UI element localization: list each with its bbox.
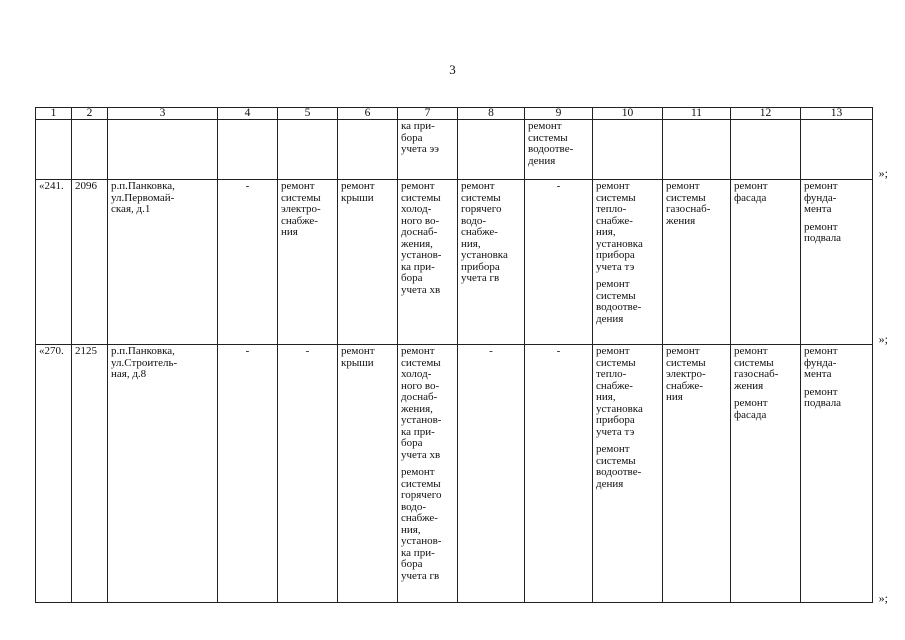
cell-paragraph: ремонт системы горячего водо- снабже- ния, установка прибора учета гв	[461, 180, 508, 284]
table-cell-col-1	[36, 120, 72, 180]
table-cell-col-12	[731, 345, 801, 603]
cell-text: 2125	[75, 345, 97, 357]
table-cell-col-3	[108, 345, 218, 603]
table-cell-col-6	[338, 180, 398, 345]
table-cell-col-9	[525, 120, 593, 180]
header-row	[36, 108, 873, 120]
column-header: 6	[338, 108, 398, 120]
table-cell-col-3	[108, 120, 218, 180]
table-cell-col-5	[278, 180, 338, 345]
column-header: 4	[218, 108, 278, 120]
table-cell-col-10	[593, 180, 663, 345]
table-cell-col-5	[278, 345, 338, 603]
table-cell-col-8	[458, 120, 525, 180]
cell-paragraph: ремонт системы газоснаб- жения	[666, 180, 711, 227]
cell-text: -	[245, 345, 250, 357]
table-cell-col-13	[801, 345, 873, 603]
table-cell-col-1	[36, 345, 72, 603]
row-closing-mark: »;	[878, 166, 888, 180]
cell-paragraph: ремонт системы электро- снабже- ния	[281, 180, 321, 238]
cell-paragraph: ремонт крыши	[341, 180, 375, 204]
table-cell-col-8	[458, 345, 525, 603]
table-cell-col-11	[663, 180, 731, 345]
column-header: 12	[731, 108, 801, 120]
column-header: 3	[108, 108, 218, 120]
table-cell-col-1	[36, 180, 72, 345]
table-cell-col-4	[218, 180, 278, 345]
cell-paragraph: ремонт фасада	[734, 180, 768, 204]
table-cell-col-4	[218, 120, 278, 180]
table-cell-col-7	[398, 180, 458, 345]
table-cell-col-9	[525, 345, 593, 603]
column-header: 13	[801, 108, 873, 120]
cell-text: р.п.Панковка, ул.Первомай- ская, д.1	[111, 180, 175, 215]
row-closing-mark: »;	[878, 332, 888, 346]
cell-paragraph: ремонт системы тепло- снабже- ния, установка прибора учета тэ	[596, 345, 643, 438]
table-cell-col-5	[278, 120, 338, 180]
cell-text: «241.	[39, 180, 64, 192]
table-cell-col-3	[108, 180, 218, 345]
table-cell-col-7	[398, 120, 458, 180]
page-number: 3	[449, 62, 456, 77]
column-header: 2	[72, 108, 108, 120]
cell-paragraph: ремонт системы водоотве- дения	[596, 278, 642, 325]
table-cell-col-6	[338, 345, 398, 603]
cell-text: 2096	[75, 180, 97, 192]
cell-paragraph: ремонт системы холод- ного во- доснаб- жения, установ- ка при- бора учета хв	[401, 180, 442, 296]
column-header: 8	[458, 108, 525, 120]
table-cell-col-6	[338, 120, 398, 180]
column-header: 7	[398, 108, 458, 120]
table-cell-col-2	[72, 120, 108, 180]
table-row	[36, 345, 873, 603]
cell-paragraph: ремонт системы электро- снабже- ния	[666, 345, 706, 403]
cell-paragraph: ремонт подвала	[804, 220, 842, 244]
cell-paragraph: ремонт системы тепло- снабже- ния, установка прибора учета тэ	[596, 180, 643, 273]
cell-paragraph: ремонт системы газоснаб- жения	[734, 345, 779, 392]
cell-paragraph: ремонт фасада	[734, 397, 768, 421]
cell-text: -	[245, 180, 250, 192]
cell-paragraph: ремонт системы водоотве- дения	[596, 443, 642, 490]
table-cell-col-7	[398, 345, 458, 603]
cell-text: -	[556, 180, 561, 192]
cell-paragraph: ремонт подвала	[804, 385, 842, 409]
column-header: 1	[36, 108, 72, 120]
table-cell-col-9	[525, 180, 593, 345]
column-header: 10	[593, 108, 663, 120]
table-row	[36, 120, 873, 180]
cell-paragraph: ремонт системы водоотве- дения	[528, 120, 574, 167]
table-cell-col-13	[801, 180, 873, 345]
table-cell-col-2	[72, 345, 108, 603]
table-cell-col-11	[663, 120, 731, 180]
cell-text: -	[305, 345, 310, 357]
cell-text: «270.	[39, 345, 64, 357]
repair-schedule-table	[35, 107, 873, 603]
column-header: 9	[525, 108, 593, 120]
column-header: 5	[278, 108, 338, 120]
cell-paragraph: ремонт фунда- мента	[804, 345, 838, 380]
table-cell-col-2	[72, 180, 108, 345]
row-closing-mark: »;	[878, 591, 888, 605]
table-cell-col-13	[801, 120, 873, 180]
table-cell-col-11	[663, 345, 731, 603]
cell-text: р.п.Панковка, ул.Строитель- ная, д.8	[111, 345, 178, 380]
table-cell-col-12	[731, 120, 801, 180]
cell-paragraph: ка при- бора учета ээ	[401, 120, 439, 155]
column-header: 11	[663, 108, 731, 120]
table-cell-col-12	[731, 180, 801, 345]
cell-paragraph: ремонт системы горячего водо- снабже- ния, установ- ка при- бора учета гв	[401, 466, 442, 582]
table-cell-col-10	[593, 345, 663, 603]
table-cell-col-10	[593, 120, 663, 180]
cell-paragraph: ремонт системы холод- ного во- доснаб- жения, установ- ка при- бора учета хв	[401, 345, 442, 461]
cell-paragraph: ремонт фунда- мента	[804, 180, 838, 215]
cell-paragraph: ремонт крыши	[341, 345, 375, 369]
cell-text: -	[556, 345, 561, 357]
table-cell-col-8	[458, 180, 525, 345]
table-row	[36, 180, 873, 345]
cell-text: -	[489, 345, 493, 357]
table-cell-col-4	[218, 345, 278, 603]
